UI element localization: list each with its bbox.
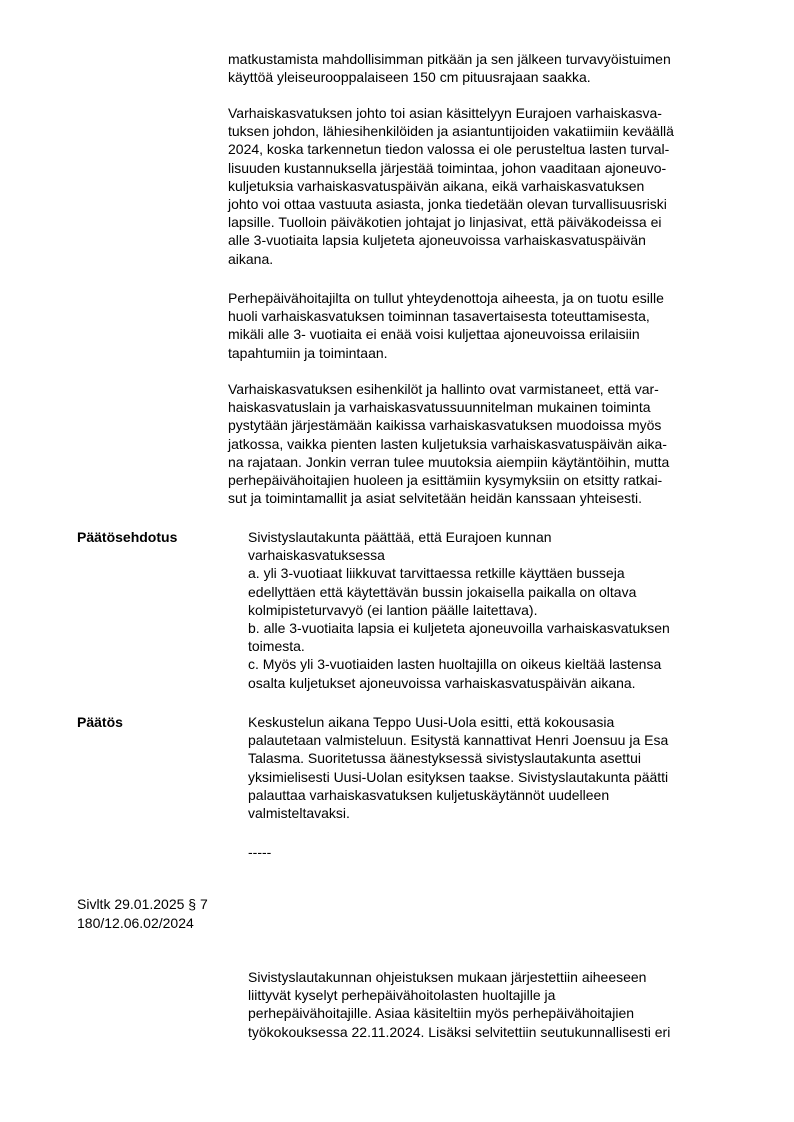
text-line: yksimielisesti Uusi-Uolan esityksen taakse. Sivistyslautakunta päätti — [248, 768, 669, 785]
proposal-label: Päätösehdotus — [77, 529, 178, 545]
text-line: pystytään järjestämään kaikissa varhaiskasvatuksen muodoissa myös — [228, 417, 662, 434]
text-line: kolmipisteturvavyö (ei lantion päälle laitettava). — [248, 601, 538, 618]
text-line: c. Myös yli 3-vuotiaiden lasten huoltajilla on oikeus kieltää lastensa — [248, 656, 662, 673]
text-line: liittyvät kyselyt perhepäivähoitolasten huoltajille ja — [248, 987, 556, 1004]
text-line: perhepäivähoitajien huoleen ja esittämiin kysymyksiin on etsitty ratkai- — [228, 472, 663, 489]
intro-paragraph-3 — [228, 289, 664, 362]
text-line: Perhepäivähoitajilta on tullut yhteydenottoja aiheesta, ja on tuotu esille — [228, 290, 664, 306]
text-line: matkustamista mahdollisimman pitkään ja sen jälkeen turvavyöistuimen — [228, 51, 671, 67]
text-line: mikäli alle 3- vuotiaita ei enää voisi kuljettaa ajoneuvoissa erilaisiin — [228, 326, 640, 343]
intro-paragraph-1 — [228, 50, 671, 86]
text-line: Varhaiskasvatuksen johto toi asian käsittelyyn Eurajoen varhaiskasva- — [228, 105, 662, 121]
text-line: na rajataan. Jonkin verran tulee muutoksia aiempiin käytäntöihin, mutta — [228, 453, 670, 470]
text-line: Talasma. Suoritetussa äänestyksessä sivistyslautakunta asettui — [248, 750, 641, 767]
record-number: 180/12.06.02/2024 — [77, 915, 194, 931]
text-line: toimesta. — [248, 638, 305, 655]
proposal-text — [248, 528, 670, 692]
text-line: huoli varhaiskasvatuksen toiminnan tasavertaisesta toteuttamisesta, — [228, 308, 650, 325]
text-line: käyttöä yleiseurooppalaiseen 150 cm pituusrajaan saakka. — [228, 69, 591, 86]
section-separator: ----- — [248, 844, 272, 860]
text-line: työkokouksessa 22.11.2024. Lisäksi selvitettiin seutukunnallisesti eri — [248, 1023, 671, 1040]
text-line: tapahtumiin ja toimintaan. — [228, 344, 388, 361]
closing-paragraph — [248, 968, 670, 1041]
text-line: b. alle 3-vuotiaita lapsia ei kuljeteta ajoneuvoilla varhaiskasvatuksen — [248, 620, 670, 637]
intro-paragraph-2 — [228, 104, 674, 268]
intro-paragraph-4 — [228, 380, 669, 507]
text-line: alle 3-vuotiaita lapsia kuljeteta ajoneuvoissa varhaiskasvatuspäivän — [228, 232, 646, 249]
text-line: tuksen johdon, lähiesihenkilöiden ja asiantuntijoiden vakatiimiin keväällä — [228, 123, 674, 140]
text-line: palauttaa varhaiskasvatuksen kuljetuskäytännöt uudelleen — [248, 786, 610, 803]
text-line: a. yli 3-vuotiaat liikkuvat tarvittaessa retkille käyttäen busseja — [248, 565, 625, 582]
text-line: lapsille. Tuolloin päiväkotien johtajat jo linjasivat, että päiväkodeissa ei — [228, 214, 662, 231]
text-line: Sivistyslautakunta päättää, että Eurajoen kunnan — [248, 529, 552, 545]
text-line: osalta kuljetukset ajoneuvoissa varhaiskasvatuspäivän aikana. — [248, 674, 636, 691]
text-line: johto voi ottaa vastuuta asiasta, jonka tiedetään olevan turvallisuusriski — [228, 196, 667, 213]
meeting-reference: Sivltk 29.01.2025 § 7 — [77, 896, 208, 912]
text-line: palautetaan valmisteluun. Esitystä kannattivat Henri Joensuu ja Esa — [248, 732, 669, 749]
text-line: Sivistyslautakunnan ohjeistuksen mukaan järjestettiin aiheeseen — [248, 969, 647, 985]
text-line: perhepäivähoitajille. Asiaa käsiteltiin myös perhepäivähoitajien — [248, 1005, 635, 1022]
text-line: jatkossa, vaikka pienten lasten kuljetuksia varhaiskasvatuspäivän aika- — [228, 435, 667, 452]
text-line: aikana. — [228, 250, 274, 267]
text-line: sut ja toimintamallit ja asiat selvitetään heidän kanssaan yhteisesti. — [228, 490, 642, 507]
text-line: valmisteltavaksi. — [248, 805, 350, 822]
text-line: kuljetuksia varhaiskasvatuspäivän aikana, eikä varhaiskasvatuksen — [228, 177, 645, 194]
text-line: haiskasvatuslain ja varhaiskasvatussuunnitelman mukainen toiminta — [228, 399, 651, 416]
text-line: 2024, koska tarkennetun tiedon valossa ei ole perusteltua lasten turval- — [228, 141, 670, 158]
text-line: Keskustelun aikana Teppo Uusi-Uola esitti, että kokousasia — [248, 714, 615, 730]
text-line: varhaiskasvatuksessa — [248, 547, 385, 564]
decision-label: Päätös — [77, 714, 123, 730]
text-line: lisuuden kustannuksella järjestää toimintaa, johon vaaditaan ajoneuvo- — [228, 159, 667, 176]
text-line: Varhaiskasvatuksen esihenkilöt ja hallinto ovat varmistaneet, että var- — [228, 381, 659, 397]
decision-text — [248, 713, 668, 822]
text-line: edellyttäen että käytettävän bussin jokaisella paikalla on oltava — [248, 583, 637, 600]
